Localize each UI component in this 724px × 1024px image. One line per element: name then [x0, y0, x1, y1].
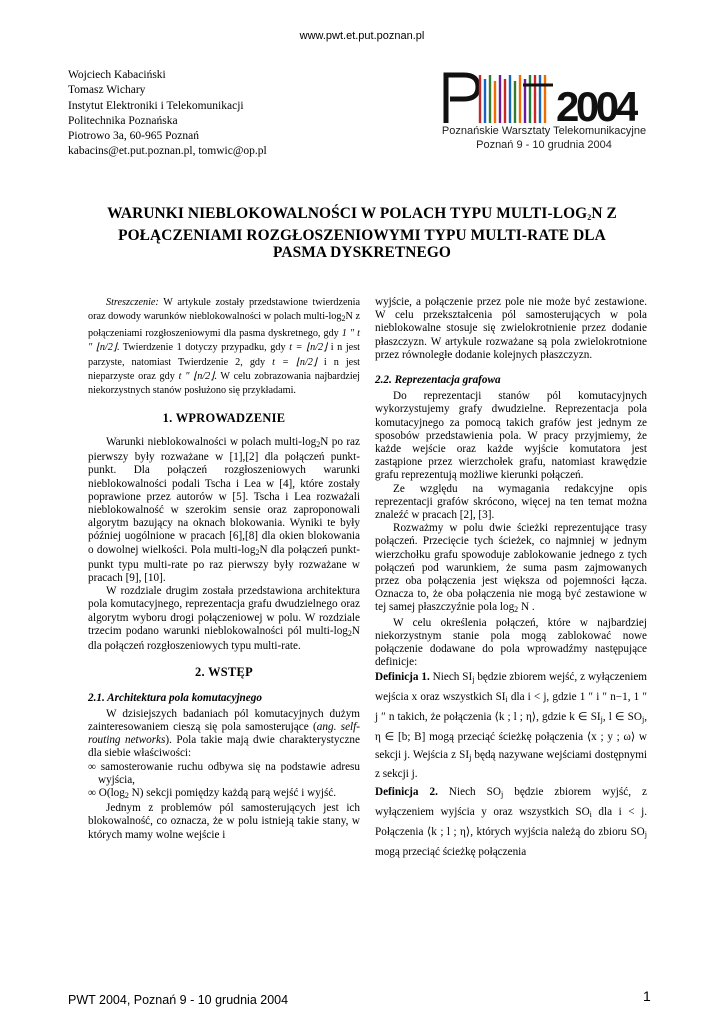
- title-line: N Z: [591, 205, 617, 222]
- paragraph: Rozważmy w polu dwie ścieżki reprezentujące trasy połączeń. Przecięcie tych ścieżek, co najmniej w jednym wierzchołku grafu spowoduje zablokowanie jednego z tych połączeń pod warunkiem, że suma pasm zajmowanych przez oba połączenia jest większa od pojemności łącza. Oznacza to, że oba połączenia nie mogą być zestawione w tej samej płaszczyźnie pola $\log_2 N$ .: [375, 522, 647, 615]
- paragraph: wyjście, a połączenie przez pole nie może być zestawione. W celu przekształcenia pól samosterujących w pola nieblokowalne stosuje się zwielokrotnienie przez dodanie płaszczyzn. W artykule rozważane są pola zwielokrotnione przez równoległe dodanie kolejnych płaszczyzn.: [375, 296, 647, 361]
- list-item: ∞ $O(\log_2$ N) sekcji pomiędzy każdą parą wejść i wyjść.: [88, 786, 337, 800]
- section-heading: 1. WPROWADZENIE: [162, 410, 286, 425]
- right-column: [375, 296, 647, 861]
- author-block: [68, 68, 267, 160]
- math-expression: t ″ ⌊n/2⌋: [178, 371, 215, 383]
- title-subscript: 2: [587, 213, 592, 222]
- subsection-heading: 2.2. Reprezentacja grafowa: [375, 374, 501, 387]
- paragraph: W rozdziale drugim została przedstawiona architektura pola komutacyjnego, reprezentacja grafu dwudzielnego oraz algorytm wyboru drogi połączeniowej w polu. W rozdziale trzecim podano warunki nieblokowalności pól multi-$\log_2N$ dla połączeń rozgłoszeniowych typu multi-rate.: [88, 585, 360, 653]
- author-institute: Instytut Elektroniki i Telekomunikacji: [68, 99, 244, 112]
- paragraph: Ze względu na wymagania redakcyjne opis reprezentacji grafów skrócono, więcej na ten temat można znaleźć w pracach [2], [3].: [375, 482, 647, 522]
- author-emails: kabacins@et.put.poznan.pl, tomwic@op.pl: [68, 145, 267, 158]
- author-name: Tomasz Wichary: [68, 84, 146, 97]
- math-expression: t = ⌊n/2⌋: [289, 342, 328, 354]
- abstract-label: Streszczenie:: [106, 297, 159, 308]
- logo-caption: [432, 124, 656, 152]
- author-university: Politechnika Poznańska: [68, 114, 178, 127]
- paragraph: Do reprezentacji stanów pól komutacyjnych wykorzystujemy grafy dwudzielne. Reprezentacja pola komutacyjnego za pomocą takich grafów jest jednym ze sposobów przedstawienia pola. W pracy przyjmiemy, że każde wejście oraz każde wyjście komutatora jest zastąpione przez wierzchołek grafu, natomiast krawędzie grafu reprezentują możliwe kierunki połączeń.: [375, 390, 647, 482]
- logo-caption-line: Poznań 9 - 10 grudnia 2004: [476, 139, 612, 151]
- definition-1: Definicja 1. Niech $SI_j$ będzie zbiorem wejść, z wyłączeniem wejścia x oraz wszystkich $SI_i$ dla i < j, gdzie 1 ″ i ″ n−1, 1 ″ j ″ n takich, że połączenia ⟨k ; l ; η⟩, gdzie k ∈ $SI_j$, l ∈ $SO_j$, η ∈ [b; B] mogą przeciąć ścieżkę połączenia ⟨x ; y ; ω⟩ w sekcji j. Wejścia z $SI_j$ będą nazywane wejściami dostępnymi z sekcji j.: [375, 671, 648, 781]
- title-line: POŁĄCZENIAMI ROZGŁOSZENIOWYMI TYPU MULTI-RATE DLA: [118, 226, 606, 244]
- abstract: Streszczenie: W artykule zostały przedstawione twierdzenia oraz dowody warunków nieblokowalności w polach multi-$\log_2N$ z połączeniami rozgłoszeniowymi dla pasma dyskretnego, gdy 1 ″ t ″ ⌊n/2⌋. Twierdzenie 1 dotyczy przypadku, gdy t = ⌊n/2⌋ i n jest parzyste, natomiast Twierdzenie 2, gdy t = ⌊n/2⌋ i n jest nieparzyste oraz gdy t ″ ⌊n/2⌋. W celu zobrazowania najbardziej niekorzystnych stanów posłużono się przykładami.: [88, 297, 361, 397]
- page-number: 1: [643, 988, 651, 1004]
- author-address: Piotrowo 3a, 60-965 Poznań: [68, 130, 199, 143]
- left-column: [88, 296, 360, 842]
- site-url: www.pwt.et.put.poznan.pl: [299, 30, 425, 42]
- paragraph: Warunki nieblokowalności w polach multi-$\log_2N$ po raz pierwszy były rozważane w [1],[2] dla połączeń punkt-punkt. Dla połączeń rozgłoszeniowych warunki nieblokowalności podali Tscha i Lea w [4], które zostały poprawione przez autorów w [5]. Tscha i Lea rozważali nieblokowalność w szerokim sensie oraz zaproponowali algorytm bazujący na oknach blokowania. Wyniki te były później uogólnione w pracach [6],[8] dla okien blokowania o dowolnej wielkości. Pola multi-$\log_2N$ dla połączeń punkt-punkt typu multi-rate po raz pierwszy były rozważane w pracach [9], [10].: [88, 436, 360, 585]
- paragraph: W celu określenia połączeń, które w najbardziej niekorzystnym stanie pola mogą zablokować nowe połączenie dodawane do pola wprowadźmy następujące definicje:: [375, 616, 647, 669]
- paragraph: W dzisiejszych badaniach pól komutacyjnych dużym zainteresowaniem cieszą się pola samosterujące (ang. self-routing networks). Pola takie mają dwie charakterystyczne dla siebie właściwości:: [88, 707, 361, 760]
- svg-text:2004: 2004: [556, 83, 636, 130]
- subsection-heading: 2.1. Architektura pola komutacyjnego: [88, 691, 262, 704]
- logo-caption-line: Poznańskie Warsztaty Telekomunikacyjne: [441, 125, 647, 137]
- footer-text: PWT 2004, Poznań 9 - 10 grudnia 2004: [68, 993, 289, 1007]
- definition-2: Definicja 2. Niech $SO_j$ będzie zbiorem wyjść, z wyłączeniem wyjścia y oraz wszystkich $SO_i$ dla i < j. Połączenia ⟨k ; l ; η⟩, których wyjścia należą do zbioru $SO_j$ mogą przeciąć ścieżkę połączenia: [375, 786, 647, 858]
- title-line: WARUNKI NIEBLOKOWALNOŚCI W POLACH TYPU MULTI-LOG: [107, 205, 588, 222]
- math-expression: t = ⌊n/2⌋: [272, 356, 317, 368]
- math-expression: 1 ″ t ″ ⌊n/2⌋: [88, 327, 361, 354]
- list-item: ∞ samosterowanie ruchu odbywa się na podstawie adresu wyjścia,: [88, 760, 360, 786]
- author-name: Wojciech Kabaciński: [68, 69, 166, 81]
- title-line: PASMA DYSKRETNEGO: [273, 244, 451, 261]
- paper-title: [68, 205, 656, 262]
- paragraph: Jednym z problemów pól samosterujących jest ich blokowalność, co oznacza, że w polu istnieją takie stany, w których mamy wolne wejście i: [88, 802, 360, 841]
- section-heading: 2. WSTĘP: [195, 665, 253, 680]
